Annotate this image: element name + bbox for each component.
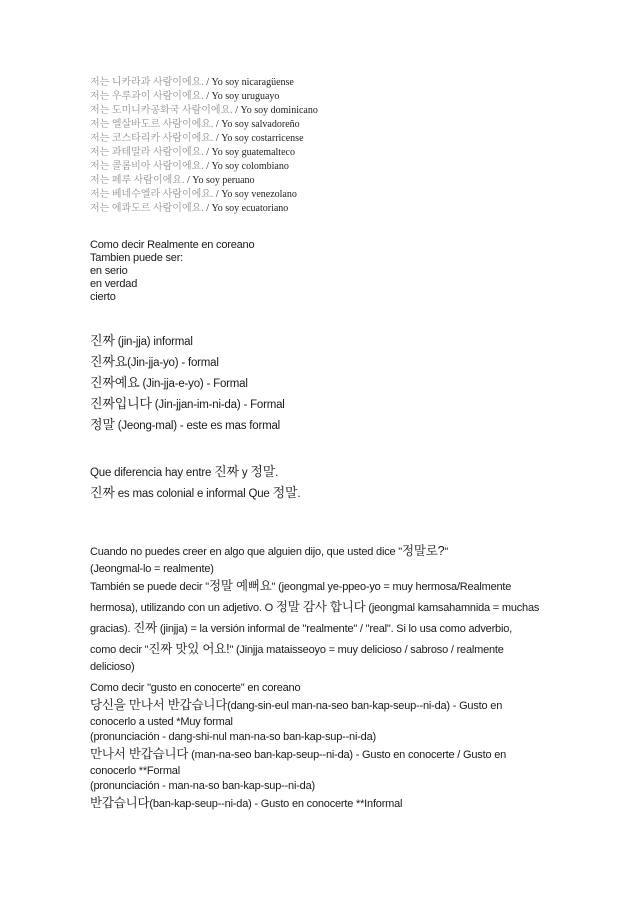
usage-line: También se puede decir "정말 예뻐요" (jeongmal ye-ppeo-yo = muy hermosa/Realmente <box>90 579 512 593</box>
greeting-entry-cont: conocerlo **Formal <box>90 765 180 777</box>
section-heading: Como decir "gusto en conocerte" en coreano <box>90 682 301 694</box>
usage-line: gracias). 진짜 (jinjja) = la versión informal de "realmente" / "real". Si lo usa como adverbio, <box>90 621 512 635</box>
nationality-line: 저는 니카라과 사람이에요. / Yo soy nicaragüense <box>90 77 294 88</box>
jinjja-item: 진짜예요 (Jin-jja-e-yo) - Formal <box>90 375 248 390</box>
nationality-line: 저는 베네수엘라 사람이에요. / Yo soy venezolano <box>90 189 297 200</box>
nationality-line: 저는 과테말라 사람이에요. / Yo soy guatemalteco <box>90 147 295 158</box>
usage-section <box>90 541 560 674</box>
jinjja-item: 진짜요(Jin-jja-yo) - formal <box>90 354 219 369</box>
nationality-line: 저는 페루 사람이에요. / Yo soy peruano <box>90 175 255 186</box>
nationality-line: 저는 코스타리카 사람이에요. / Yo soy costarricense <box>90 133 304 144</box>
greeting-entry-cont: conocerlo a usted *Muy formal <box>90 716 233 728</box>
difference-question: Que diferencia hay entre 진짜 y 정말. <box>90 464 279 479</box>
difference-answer: 진짜 es mas colonial e informal Que 정말. <box>90 485 301 500</box>
usage-line: hermosa), utilizando con un adjetivo. O 정말 감사 합니다 (jeongmal kamsahamnida = muchas <box>90 600 540 614</box>
usage-line: delicioso) <box>90 661 135 673</box>
option-item: cierto <box>90 291 116 303</box>
option-item: en serio <box>90 265 128 277</box>
jinjja-item: 정말 (Jeong-mal) - este es mas formal <box>90 417 281 432</box>
nationality-line: 저는 콜롬비아 사람이에요. / Yo soy colombiano <box>90 161 289 172</box>
option-item: en verdad <box>90 278 138 290</box>
jinjja-item: 진짜 (jin-jja) informal <box>90 333 193 348</box>
usage-line: (Jeongmal-lo = realmente) <box>90 563 214 575</box>
greeting-section <box>90 680 560 813</box>
difference-section <box>90 462 560 504</box>
pronunciation: (pronunciación - man-na-so ban-kap-sup--ni-da) <box>90 780 315 792</box>
intro-text: Tambien puede ser: <box>90 252 184 264</box>
pronunciation: (pronunciación - dang-shi-nul man-na-so ban-kap-sup--ni-da) <box>90 731 376 743</box>
greeting-entry: 당신을 만나서 반갑습니다(dang-sin-eul man-na-seo ban-kap-seup--ni-da) - Gusto en <box>90 698 503 712</box>
nationality-line: 저는 에콰도르 사람이에요. / Yo soy ecuatoriano <box>90 203 289 214</box>
usage-line: Cuando no puedes creer en algo que alguien dijo, que usted dice "정말로?" <box>90 544 449 558</box>
section-heading: Como decir Realmente en coreano <box>90 239 255 251</box>
realmente-section <box>90 239 560 304</box>
nationality-list <box>90 76 560 216</box>
nationality-line: 저는 우루과이 사람이에요. / Yo soy uruguayo <box>90 91 280 102</box>
usage-line: como decir "진짜 맛있 어요!" (Jinjja mataisseoyo = muy delicioso / sabroso / realmente <box>90 642 504 656</box>
nationality-line: 저는 도미니카공화국 사람이에요. / Yo soy dominicano <box>90 105 318 116</box>
jinjja-item: 진짜입니다 (Jin-jjan-im-ni-da) - Formal <box>90 396 285 411</box>
jinjja-list <box>90 331 560 436</box>
greeting-entry: 반갑습니다(ban-kap-seup--ni-da) - Gusto en conocerte **Informal <box>90 796 403 810</box>
greeting-entry: 만나서 반갑습니다 (man-na-seo ban-kap-seup--ni-da) - Gusto en conocerte / Gusto en <box>90 747 507 761</box>
nationality-line: 저는 엘살바도르 사람이에요. / Yo soy salvadoreño <box>90 119 300 130</box>
